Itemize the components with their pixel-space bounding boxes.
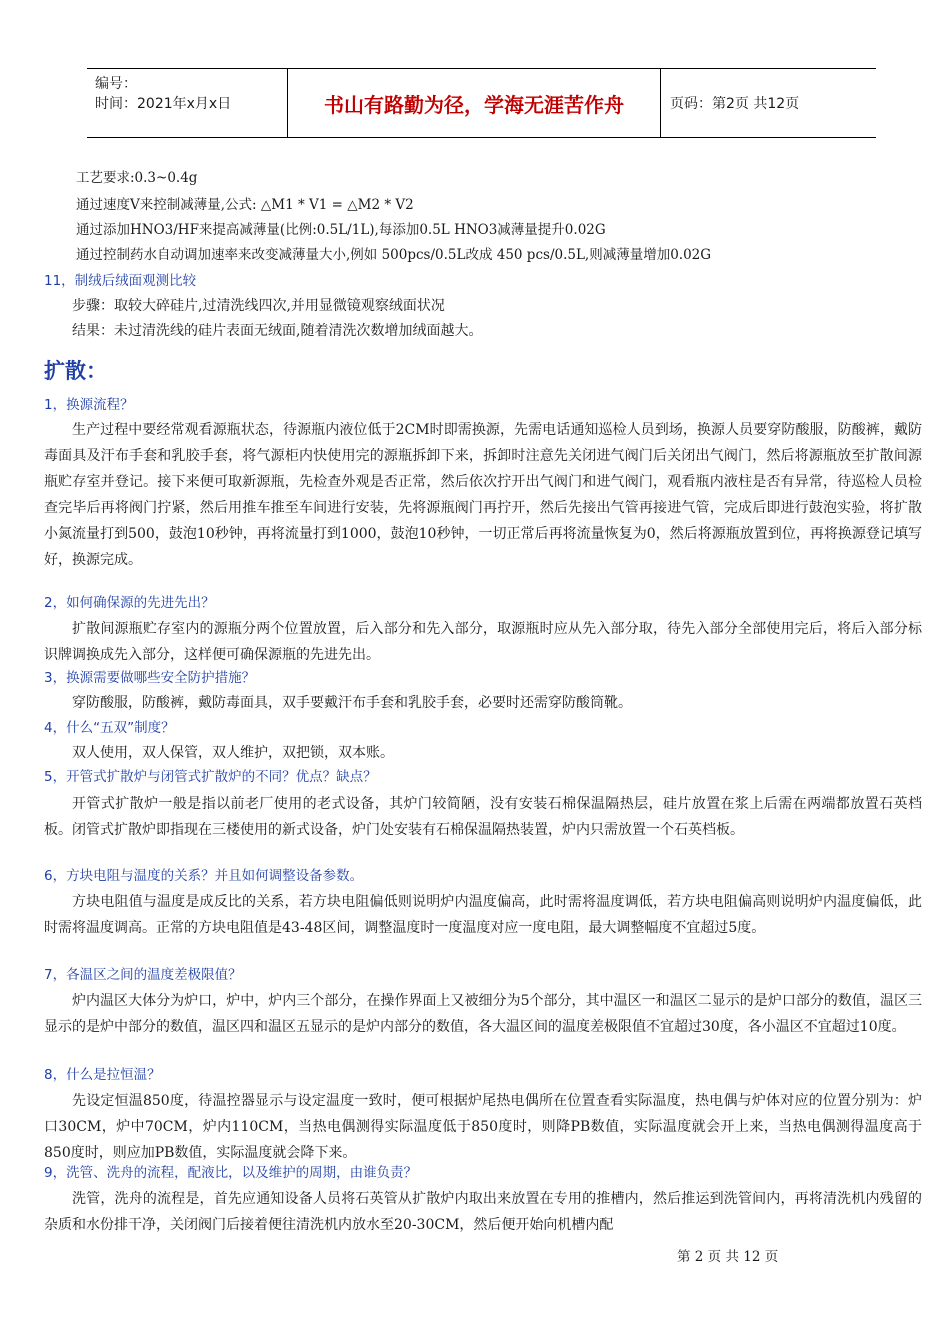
q2-body: 扩散间源瓶贮存室内的源瓶分两个位置放置，后入部分和先入部分，取源瓶时应从先入部分取，待先入部分全部使用完后，将后入部分标识牌调换成先入部分，这样便可确保源瓶的先进先出。 (44, 621, 922, 663)
q6-body: 方块电阻值与温度是成反比的关系，若方块电阻偏低则说明炉内温度偏高，此时需将温度调低，若方块电阻偏高则说明炉内温度偏低，此时需将温度调高。正常的方块电阻值是43-48区间，调整温度时一度温度对应一度电阻，最大调整幅度不宜超过5度。 (44, 894, 922, 936)
q11-result: 结果：未过清洗线的硅片表面无绒面,随着清洗次数增加绒面越大。 (72, 323, 483, 339)
header-info (87, 69, 287, 137)
q9-body: 洗管，洗舟的流程是，首先应通知设备人员将石英管从扩散炉内取出来放置在专用的推槽内，然后推运到洗管间内，再将清洗机内残留的杂质和水份排干净，关闭阀门后接着便往清洗机内放水至20-30CM，然后便开始向机槽内配 (44, 1191, 922, 1233)
q3-title: 3，换源需要做哪些安全防护措施？ (44, 670, 256, 686)
q7-body: 炉内温区大体分为炉口，炉中，炉内三个部分，在操作界面上又被细分为5个部分，其中温区一和温区二显示的是炉口部分的数值，温区三显示的是炉中部分的数值，温区四和温区五显示的是炉内部分的数值，各大温区间的温度差极限值不宜超过30度，各小温区不宜超过10度。 (44, 993, 922, 1035)
header-page-number: 页码：第2页 共12页 (670, 96, 800, 112)
q6-title: 6，方块电阻与温度的关系？并且如何调整设备参数。 (44, 868, 364, 884)
section-title: 扩散： (44, 359, 107, 383)
q5-title: 5，开管式扩散炉与闭管式扩散炉的不同？优点？缺点？ (44, 769, 377, 785)
page-footer: 第 2 页 共 12 页 (677, 1249, 779, 1265)
q4-body: 双人使用，双人保管，双人维护，双把锁，双本账。 (72, 745, 394, 761)
q2-title: 2，如何确保源的先进先出？ (44, 595, 215, 611)
rate-line: 通过控制药水自动调加速率来改变减薄量大小,例如 500pcs/0.5L改成 450 pcs/0.5L,则减薄量增加0.02G (76, 247, 712, 263)
q8-title: 8，什么是拉恒温？ (44, 1067, 161, 1083)
q8-body: 先设定恒温850度，待温控器显示与设定温度一致时，便可根据炉尾热电偶所在位置查看实际温度，热电偶与炉体对应的位置分别为：炉口30CM，炉中70CM，炉内110CM，当热电偶测得实际温度低于850度时，则降PB数值，实际温度就会开上来，当热电偶测得温度高于850度时，则应加PB数值，实际温度就会降下来。 (44, 1093, 922, 1161)
q11-step: 步骤：取较大碎硅片,过清洗线四次,并用显微镜观察绒面状况 (72, 298, 445, 314)
q4-title: 4，什么“五双”制度？ (44, 720, 175, 736)
q9-title: 9，洗管、洗舟的流程，配液比，以及维护的周期，由谁负责？ (44, 1165, 418, 1181)
q7-title: 7，各温区之间的温度差极限值？ (44, 967, 242, 983)
q1-title: 1，换源流程？ (44, 397, 134, 413)
speed-formula: 通过速度V来控制减薄量,公式: △M1 * V1 = △M2 * V2 (76, 197, 414, 213)
doc-code-label: 编号： (95, 76, 137, 92)
q5-body: 开管式扩散炉一般是指以前老厂使用的老式设备，其炉门较简陋，没有安装石棉保温隔热层，硅片放置在浆上后需在两端都放置石英档板。闭管式扩散炉即指现在三楼使用的新式设备，炉门处安装有石棉保温隔热装置，炉内只需放置一个石英档板。 (44, 796, 922, 838)
page-header (87, 68, 876, 138)
hno3-line: 通过添加HNO3/HF来提高减薄量(比例:0.5L/1L),每添加0.5L HNO3减薄量提升0.02G (76, 222, 606, 238)
process-requirement: 工艺要求:0.3~0.4g (76, 170, 198, 186)
header-motto: 书山有路勤为径，学海无涯苦作舟 (287, 69, 661, 137)
q11-title: 11，制绒后绒面观测比较 (44, 273, 197, 289)
q1-body: 生产过程中要经常观看源瓶状态，待源瓶内液位低于2CM时即需换源，先需电话通知巡检人员到场，换源人员要穿防酸服，防酸裤，戴防毒面具及汗布手套和乳胶手套，将气源柜内快使用完的源瓶拆卸下来，拆卸时注意先关闭进气阀门后关闭出气阀门，然后将源瓶放至扩散间源瓶贮存室并登记。接下来便可取新源瓶，先检查外观是否正常，然后依次拧开出气阀门和进气阀门，观看瓶内液柱是否有异常，待巡检人员检查完毕后再将阀门拧紧，然后用推车推至车间进行安装，先将源瓶阀门再拧开，然后先接出气管再接进气管，完成后即进行鼓泡实验，将扩散小氮流量打到500，鼓泡10秒钟，再将流量打到1000，鼓泡10秒钟，一切正常后再将流量恢复为0，然后将源瓶放置到位，再将换源登记填写好，换源完成。 (44, 422, 922, 568)
doc-time-label: 时间：2021年x月x日 (95, 96, 232, 112)
q3-body: 穿防酸服，防酸裤，戴防毒面具，双手要戴汗布手套和乳胶手套，必要时还需穿防酸筒靴。 (72, 695, 632, 711)
